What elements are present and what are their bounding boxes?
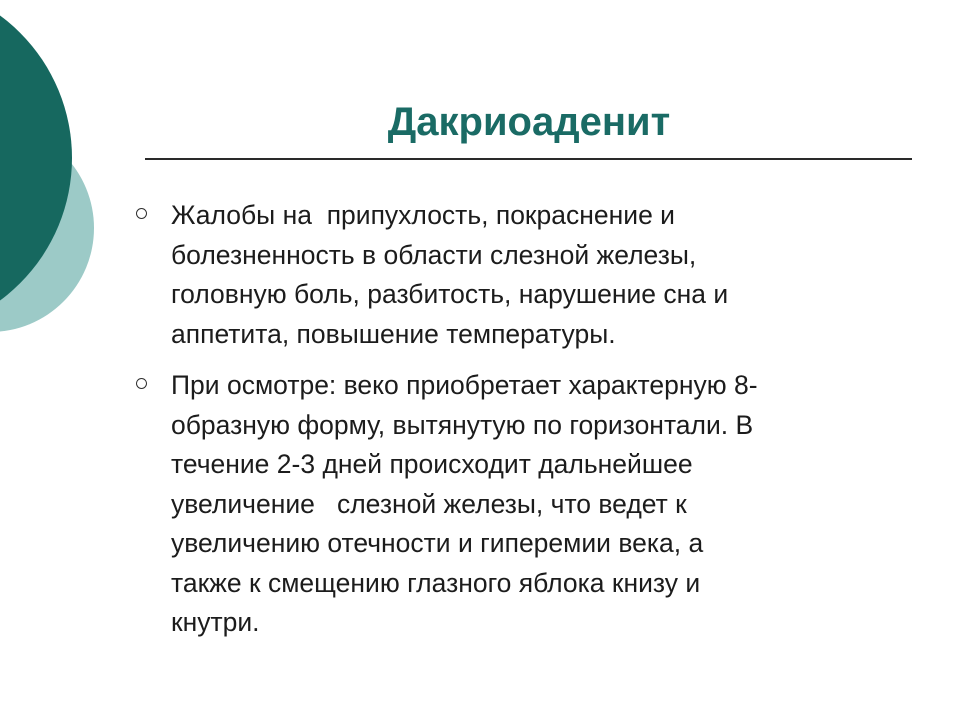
title-divider: [145, 158, 912, 160]
slide-title: Дакриоаденит: [387, 100, 671, 144]
bullet-text: При осмотре: веко приобретает характерную 8- образную форму, вытянутую по горизонтали. В течение 2-3 дней происходит дальнейшее увеличение слезной железы, что ведет к увеличению отечности и гиперемии века, а также к смещению глазного яблока книзу и кнутри.: [171, 370, 758, 637]
circle-bullet-icon: [136, 208, 147, 219]
circle-bullet-icon: [136, 378, 147, 389]
bullet-item-examination: [136, 366, 896, 643]
bullet-text: Жалобы на припухлость, покраснение и болезненность в области слезной железы, головную боль, разбитость, нарушение сна и аппетита, повышение температуры.: [171, 200, 729, 349]
bullet-item-complaints: [136, 196, 896, 354]
bullet-list: [136, 196, 896, 655]
